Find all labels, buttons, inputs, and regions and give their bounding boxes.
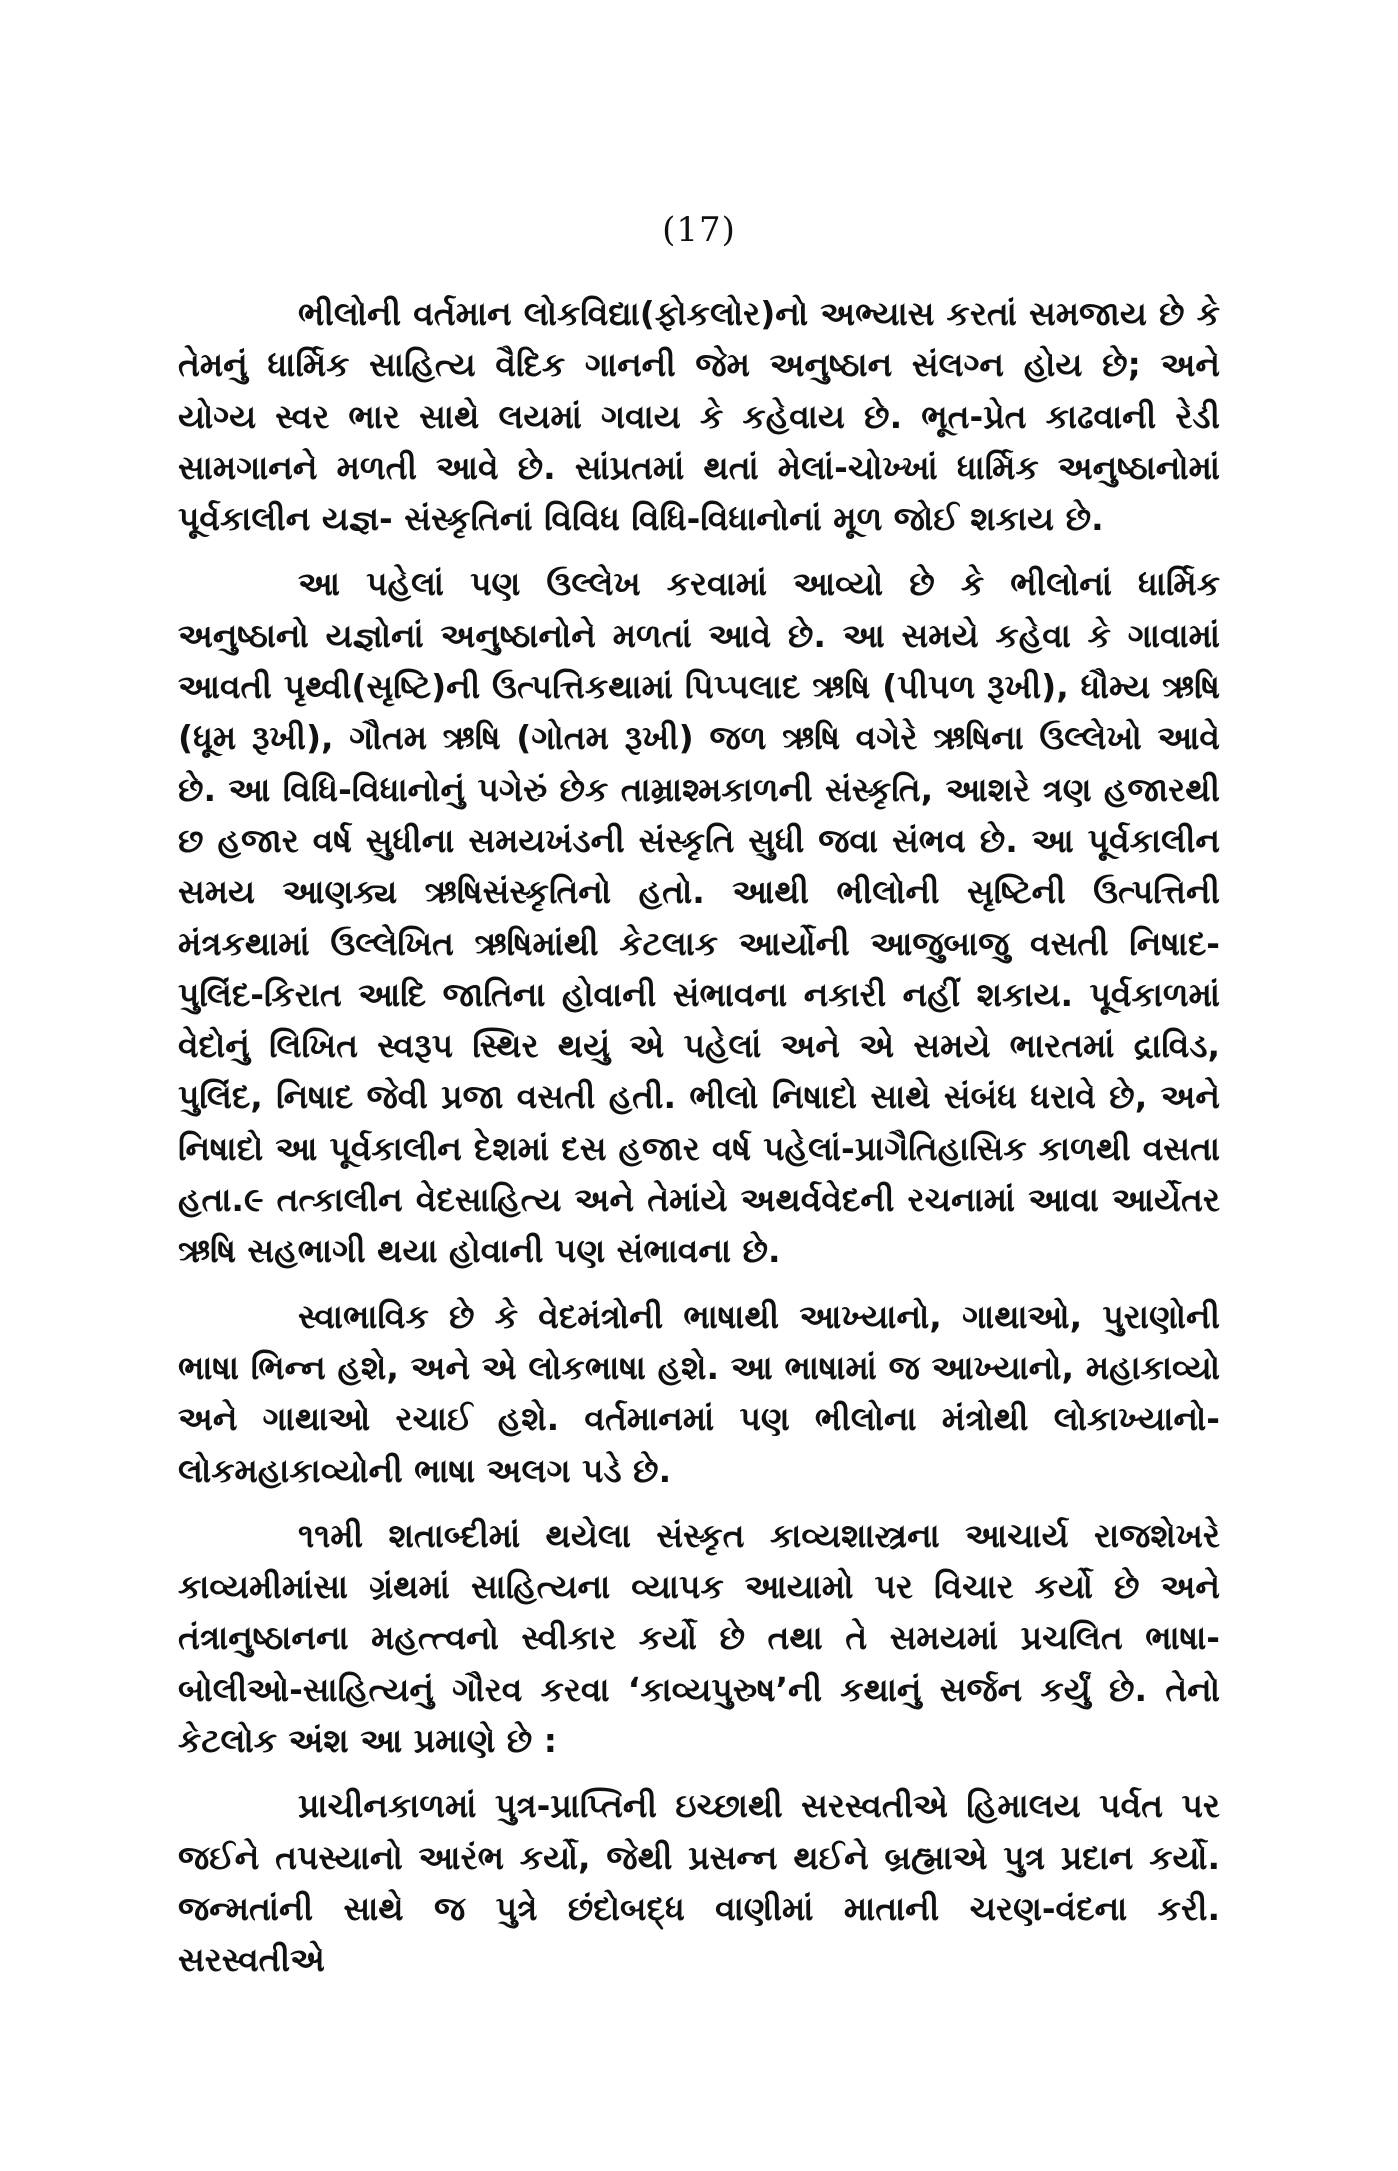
paragraph-5: પ્રાચીનકાળમાં પુત્ર-પ્રાપ્તિની ઇચ્છાથી સરસ્વતીએ હિમાલય પર્વત પર જઈને તપસ્યાનો આરંભ કર્યો, જેથી પ્રસન્ન થઈને બ્રહ્માએ પુત્ર પ્રદાન કર્યો. જન્મતાંની સાથે જ પુત્રે છંદોબદ્ધ વાણીમાં માતાની ચરણ-વંદના કરી. સરસ્વતીએ bbox=[178, 1786, 1220, 1980]
paragraph-1: ભીલોની વર્તમાન લોકવિદ્યા(ફોકલોર)નો અભ્યાસ કરતાં સમજાય છે કે તેમનું ધાર્મિક સાહિત્ય વૈદિક ગાનની જેમ અનુષ્ઠાન સંલગ્ન હોય છે; અને યોગ્ય સ્વર ભાર સાથે લયમાં ગવાય કે કહેવાય છે. ભૂત-પ્રેત કાઢવાની રેડી સામગાનને મળતી આવે છે. સાંપ્રતમાં થતાં મેલાં-ચોખ્ખાં ધાર્મિક અનુષ્ઠાનોમાં પૂર્વકાલીન યજ્ઞ- સંસ્કૃતિનાં વિવિધ વિધિ-વિધાનોનાં મૂળ જોઈ શકાય છે. bbox=[178, 294, 1220, 539]
paragraph-4: ૧૧મી શતાબ્દીમાં થયેલા સંસ્કૃત કાવ્યશાસ્ત્રના આચાર્ય રાજશેખરે કાવ્યમીમાંસા ગ્રંથમાં સાહિત્યના વ્યાપક આયામો પર વિચાર કર્યો છે અને તંત્રાનુષ્ઠાનના મહત્ત્વનો સ્વીકાર કર્યો છે તથા તે સમયમાં પ્રચલિત ભાષા-બોલીઓ-સાહિત્યનું ગૌરવ કરવા ‘કાવ્યપુરુષ’ની કથાનું સર્જન કર્યું છે. તેનો કેટલોક અંશ આ પ્રમાણે છે : bbox=[178, 1515, 1220, 1761]
page-number: (17) bbox=[662, 210, 736, 250]
body-text bbox=[178, 288, 1220, 1986]
paragraph-3: સ્વાભાવિક છે કે વેદમંત્રોની ભાષાથી આખ્યાનો, ગાથાઓ, પુરાણોની ભાષા ભિન્ન હશે, અને એ લોકભાષા હશે. આ ભાષામાં જ આખ્યાનો, મહાકાવ્યો અને ગાથાઓ રચાઈ હશે. વર્તમાનમાં પણ ભીલોના મંત્રોથી લોકાખ્યાનો-લોકમહાકાવ્યોની ભાષા અલગ પડે છે. bbox=[178, 1296, 1220, 1490]
paragraph-2: આ પહેલાં પણ ઉલ્લેખ કરવામાં આવ્યો છે કે ભીલોનાં ધાર્મિક અનુષ્ઠાનો યજ્ઞોનાં અનુષ્ઠાનોને મળતાં આવે છે. આ સમયે કહેવા કે ગાવામાં આવતી પૃથ્વી(સૃષ્ટિ)ની ઉત્પત્તિકથામાં પિપ્પલાદ ઋષિ (પીપળ રૂખી), ધૌમ્ય ઋષિ (ધૂમ રૂખી), ગૌતમ ઋષિ (ગોતમ રૂખી) જળ ઋષિ વગેરે ઋષિના ઉલ્લેખો આવે છે. આ વિધિ-વિધાનોનું પગેરું છેક તામ્રાશ્મકાળની સંસ્કૃતિ, આશરે ત્રણ હજારથી છ હજાર વર્ષ સુધીના સમયખંડની સંસ્કૃતિ સુધી જવા સંભવ છે. આ પૂર્વકાલીન સમય આણક્ય ઋષિસંસ્કૃતિનો હતો. આથી ભીલોની સૃષ્ટિની ઉત્પત્તિની મંત્રકથામાં ઉલ્લેખિત ઋષિમાંથી કેટલાક આર્યોની આજુબાજુ વસતી નિષાદ-પુલિંદ-કિરાત આદિ જાતિના હોવાની સંભાવના નકારી નહીં શકાય. પૂર્વકાળમાં વેદોનું લિખિત સ્વરૂપ સ્થિર થયું એ પહેલાં અને એ સમયે ભારતમાં દ્રાવિડ, પુલિંદ, નિષાદ જેવી પ્રજા વસતી હતી. ભીલો નિષાદો સાથે સંબંધ ધરાવે છે, અને નિષાદો આ પૂર્વકાલીન દેશમાં દસ હજાર વર્ષ પહેલાં-પ્રાગૈતિહાસિક કાળથી વસતા હતા.૯ તત્કાલીન વેદસાહિત્ય અને તેમાંયે અથર્વવેદની રચનામાં આવા આર્યેતર ઋષિ સહભાગી થયા હોવાની પણ સંભાવના છે. bbox=[178, 564, 1220, 1271]
